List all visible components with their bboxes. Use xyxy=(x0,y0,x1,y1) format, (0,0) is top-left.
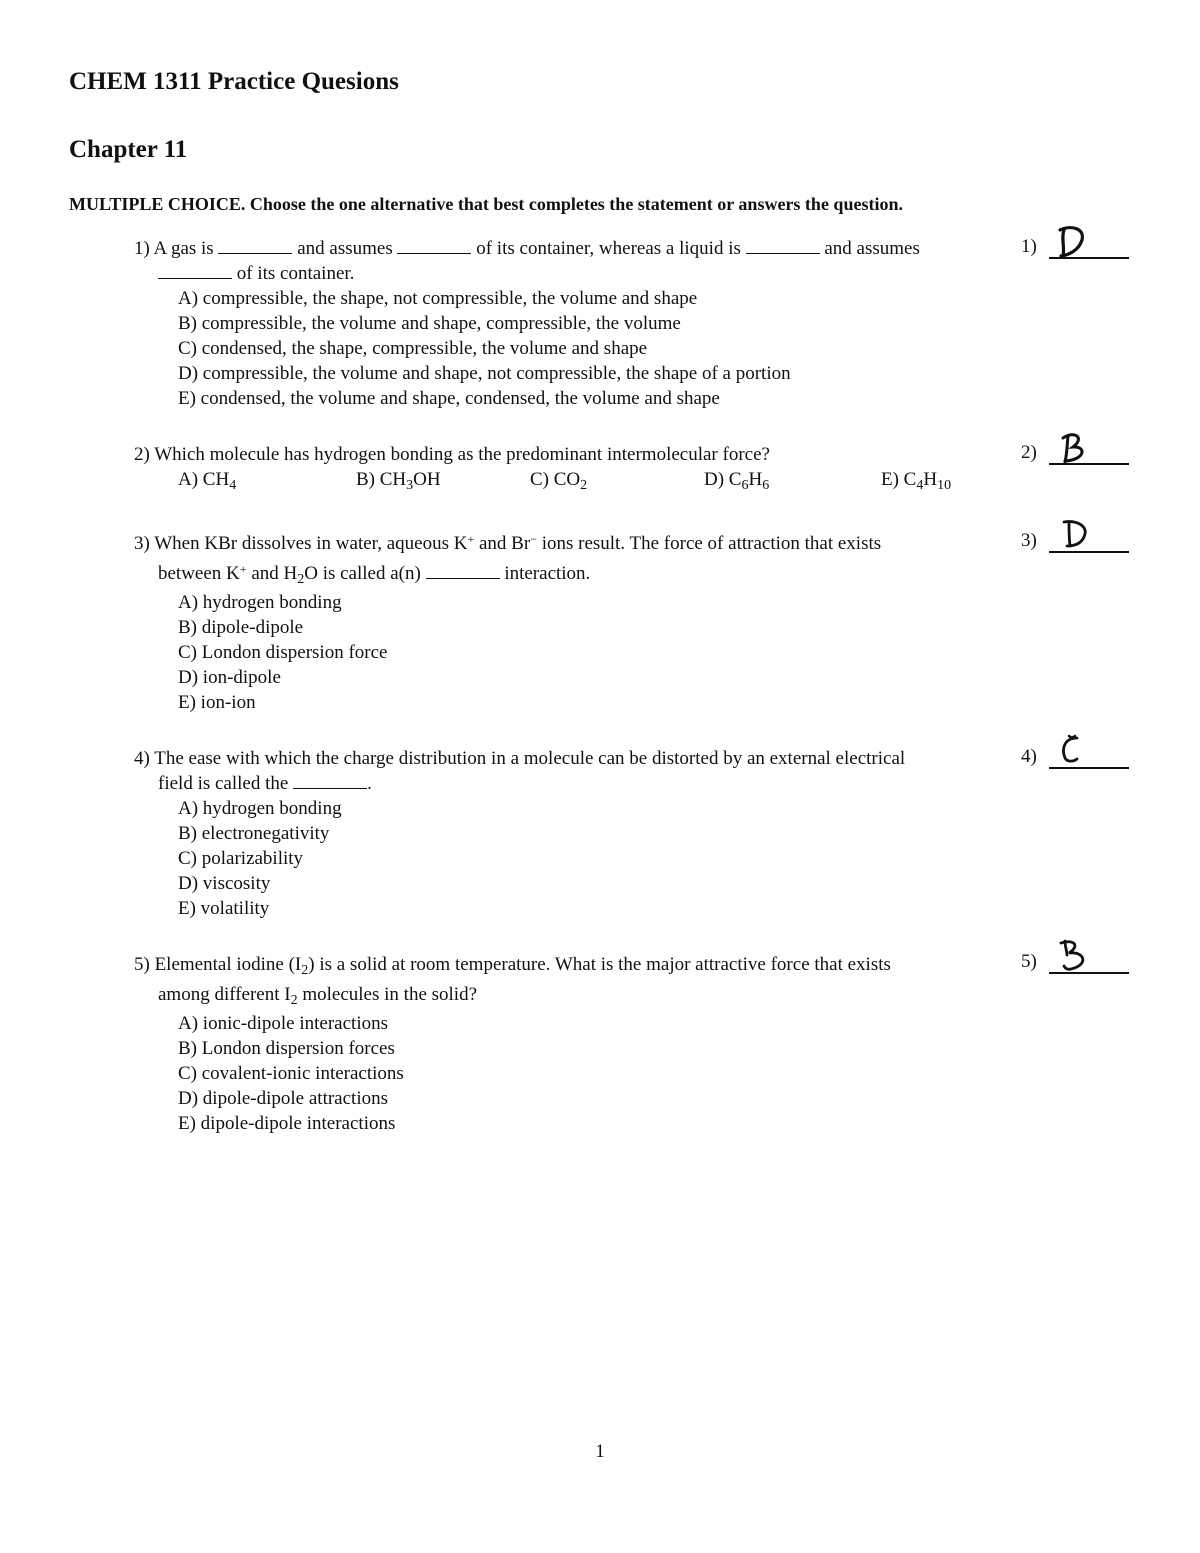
option-d: D) dipole-dipole attractions xyxy=(178,1088,388,1109)
fill-blank xyxy=(426,564,500,579)
question-2-text: 2) Which molecule has hydrogen bonding as the predominant intermolecular force? xyxy=(134,444,770,465)
handwritten-answer-b xyxy=(1055,428,1095,468)
option-c: C) condensed, the shape, compressible, the volume and shape xyxy=(178,338,648,359)
question-1-text: 1) A gas is and assumes of its container, whereas a liquid is and assumes of its container. xyxy=(134,238,920,284)
answer-options xyxy=(178,590,387,715)
document-title: CHEM 1311 Practice Quesions xyxy=(69,68,399,95)
question-number: 5) xyxy=(134,954,150,975)
option-c: C) London dispersion force xyxy=(178,642,388,663)
option-a: A) $CH_4$ xyxy=(178,469,237,493)
handwritten-answer-c xyxy=(1055,732,1095,772)
fill-blank xyxy=(158,264,232,279)
option-a: A) hydrogen bonding xyxy=(178,592,342,613)
handwritten-answer-d xyxy=(1055,516,1095,556)
fill-blank xyxy=(293,774,367,789)
question-3-text: 3) When KBr dissolves in water, aqueous K+ and Br− ions result. The force of attraction that exists between K+ and $H_2O$ is called a(n) interaction. xyxy=(134,532,882,587)
question-4-text: 4) The ease with which the charge distribution in a molecule can be distorted by an external electrical field is called the . xyxy=(134,748,906,794)
option-d: D) $C_6H_6$ xyxy=(704,469,770,493)
option-a: A) compressible, the shape, not compressible, the volume and shape xyxy=(178,288,698,309)
handwritten-answer-d xyxy=(1055,222,1095,262)
instructions: MULTIPLE CHOICE. Choose the one alternative that best completes the statement or answers the question. xyxy=(69,194,903,214)
handwritten-answer-b xyxy=(1055,937,1095,977)
fill-blank xyxy=(218,239,292,254)
option-b: B) London dispersion forces xyxy=(178,1038,395,1059)
question-number: 2) xyxy=(134,444,150,465)
answer-options xyxy=(178,286,791,411)
option-d: D) compressible, the volume and shape, not compressible, the shape of a portion xyxy=(178,363,791,384)
option-a: A) ionic-dipole interactions xyxy=(178,1013,388,1034)
option-a: A) hydrogen bonding xyxy=(178,798,342,819)
answer-options xyxy=(178,467,998,492)
fill-blank xyxy=(397,239,471,254)
answer-options xyxy=(178,1011,404,1136)
option-e: E) ion-ion xyxy=(178,692,256,713)
option-b: B) compressible, the volume and shape, compressible, the volume xyxy=(178,313,681,334)
answer-options xyxy=(178,796,342,921)
option-c: C) covalent-ionic interactions xyxy=(178,1063,404,1084)
fill-blank xyxy=(746,239,820,254)
document-page: CHEM 1311 Practice Quesions Chapter 11 MULTIPLE CHOICE. Choose the one alternative that best completes the statement or answers the question. 1) A gas is and assumes of its container, whereas a liquid is and assumes of its container. A) compressible, the shape, not compressible, the volume and shape B) compressible, the volume and shape, compressible, the volume C) condensed, the shape, compressible, the volume and shape D) compressible, the volume and shape, not compressible, the shape of a portion E) condensed, the volume and shape, condensed, the volume and shape 1) 2) Which molecule has hydrogen bonding as the predominant intermolecular force? A) $CH_4$ B) $CH_3OH$ C) $CO_2$ D) $C_6H_6$ E) $C_4H_{10}$ 2) 3) When KBr dissolves in water, aqueous K+ and Br− ions result. The force of attraction that exists between K+ and $H_2O$ is called a(n) interaction. A) hydrogen bonding B) dipole-dipole C) London dispersion force D) ion-dipole E) ion-ion 3) 4) The ease with which the charge distribution in a molecule can be distorted by an external electrical field is called the . A) hydrogen bonding B) electronegativity C) polarizability D) viscosity E) volatility 4) 5) Elemental iodine $(I_2)$ is a solid at room temperature. What is the major attractive force that exists among different $I_2$ molecules in the solid? A) ionic-dipole interactions B) London dispersion forces C) covalent-ionic interactions D) dipole-dipole attractions E) dipole-dipole interactions 5) 1 xyxy=(0,0,1200,1553)
option-e: E) volatility xyxy=(178,898,270,919)
option-c: C) $CO_2$ xyxy=(530,469,588,493)
option-b: B) dipole-dipole xyxy=(178,617,304,638)
option-c: C) polarizability xyxy=(178,848,304,869)
option-e: E) dipole-dipole interactions xyxy=(178,1113,396,1134)
question-number: 3) xyxy=(134,533,150,554)
question-number: 4) xyxy=(134,748,150,769)
question-number: 1) xyxy=(134,238,150,259)
option-e: E) $C_4H_{10}$ xyxy=(881,469,952,493)
chapter-heading: Chapter 11 xyxy=(69,136,188,163)
option-b: B) $CH_3OH$ xyxy=(356,469,441,493)
page-number: 1 xyxy=(595,1441,605,1462)
option-b: B) electronegativity xyxy=(178,823,330,844)
question-5-text: 5) Elemental iodine $(I_2)$ is a solid at room temperature. What is the major attractive force that exists among different $I_2$ molecules in the solid? xyxy=(134,954,891,1008)
option-d: D) viscosity xyxy=(178,873,271,894)
option-e: E) condensed, the volume and shape, condensed, the volume and shape xyxy=(178,388,720,409)
option-d: D) ion-dipole xyxy=(178,667,281,688)
